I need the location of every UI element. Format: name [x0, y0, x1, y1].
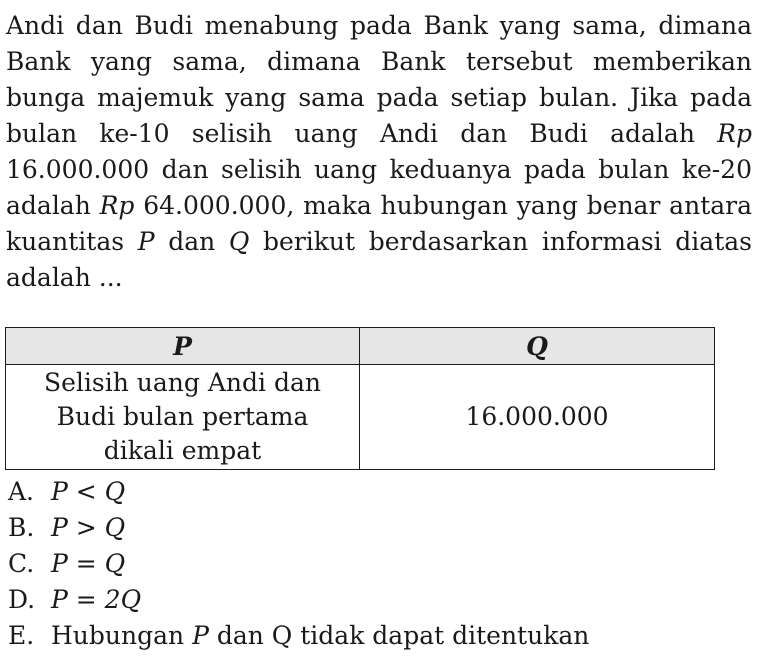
question-part-4: dan [154, 227, 229, 256]
header-q: Q [360, 328, 715, 365]
option-c-letter: C. [8, 549, 35, 578]
header-p: P [6, 328, 360, 365]
option-c-text: P = Q [51, 549, 126, 578]
option-c[interactable] [8, 546, 589, 582]
quantity-comparison-table [5, 327, 715, 470]
option-e[interactable] [8, 618, 589, 654]
option-b-letter: B. [8, 513, 35, 542]
table-row [6, 365, 715, 470]
option-d[interactable] [8, 582, 589, 618]
question-text [6, 8, 752, 296]
option-a-letter: A. [8, 477, 35, 506]
table-header-row [6, 328, 715, 365]
cell-q: 16.000.000 [360, 365, 715, 470]
answer-options [8, 474, 589, 654]
question-part-5: berikut berdasarkan informasi diatas adalah ... [6, 227, 752, 292]
option-b[interactable] [8, 510, 589, 546]
option-e-letter: E. [8, 621, 35, 650]
option-d-letter: D. [8, 585, 36, 614]
question-part-2: 16.000.000 dan selisih uang keduanya pada bulan ke-20 adalah [6, 155, 752, 220]
option-b-text: P > Q [51, 513, 126, 542]
option-d-text: P = 2Q [51, 585, 142, 614]
currency-rp-2: Rp [99, 191, 135, 220]
option-e-post: dan Q tidak dapat ditentukan [208, 621, 590, 650]
question-part-3: 64.000.000, maka hubungan yang benar antara kuantitas [6, 191, 752, 256]
cell-p-text: Selisih uang Andi dan Budi bulan pertama dikali empat [44, 368, 321, 465]
option-e-var: P [192, 621, 209, 650]
option-a[interactable] [8, 474, 589, 510]
cell-p [6, 365, 360, 470]
variable-p: P [137, 227, 155, 256]
currency-rp-1: Rp [717, 119, 752, 148]
question-part-1: Andi dan Budi menabung pada Bank yang sama, dimana Bank yang sama, dimana Bank tersebut memberikan bunga majemuk yang sama pada setiap bulan. Jika pada bulan ke-10 selisih uang Andi dan Budi adalah [6, 11, 752, 148]
variable-q: Q [228, 227, 250, 256]
option-a-text: P < Q [51, 477, 126, 506]
option-e-pre: Hubungan [51, 621, 193, 650]
